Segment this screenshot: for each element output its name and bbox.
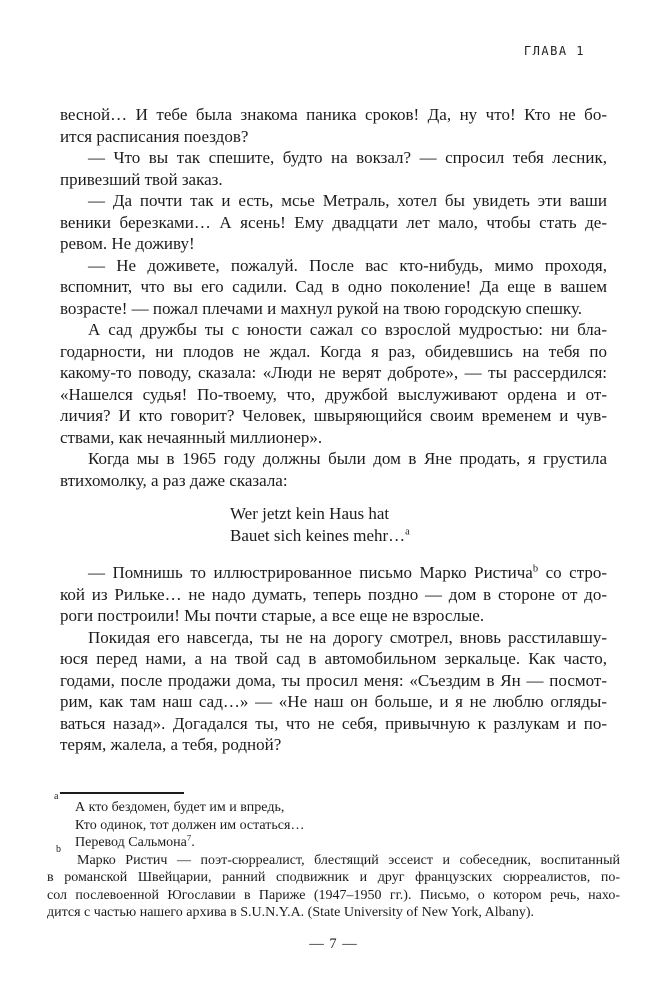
text-line: Wer jetzt kein Haus hat (230, 504, 390, 523)
text-line: годарности, ни плодов не ждал. Когда я раз, обидевшись на тебя по (60, 341, 607, 361)
text-line: юся перед нами, а на твой сад в автомобильном зеркальце. Как часто, (60, 649, 607, 668)
paragraph (60, 319, 607, 448)
page-number: — 7 — (309, 936, 358, 952)
text-line: Когда мы в 1965 году должны были дом в Яне продать, я грустила (88, 449, 607, 468)
footnote-line: сол послевоенной Югославии в Париже (1947–1950 гг.). Письмо, о котором речь, нахо- (47, 887, 620, 903)
text-line: годами, после продажи дома, ты просил меня: «Съездим в Ян — посмот- (60, 670, 607, 690)
footnote-line: в романской Швейцарии, ранний сподвижник и друг французских сюрреалистов, по- (47, 870, 620, 885)
text-line: Покидая его навсегда, ты не на дорогу смотрел, вновь расстилавшу- (88, 627, 607, 647)
text-line: А сад дружбы ты с юности сажал со взрослой мудростью: ни бла- (88, 320, 607, 339)
text-line: кой из Рильке… не надо думать, теперь поздно — дом в стороне от до- (60, 584, 607, 604)
text-line: втихомолку, а раз даже сказала: (60, 470, 288, 490)
paragraph (60, 562, 607, 627)
text-line: личия? И кто говорит? Человек, швыряющийся своим временем и чув- (60, 406, 607, 425)
text-line: какому-то поводу, сказала: «Люди не верят доброте», — ты рассердился: (60, 363, 607, 382)
verse-block (230, 503, 607, 546)
text-line: роги построили! Мы почти старые, а все еще не взрослые. (60, 606, 485, 625)
text-line: — Помнишь то иллюстрированное письмо Марко Ристича$^b$ со стро- (88, 563, 608, 582)
paragraph (60, 255, 607, 320)
footnote-a: a А кто бездомен, будет им и впредь, Кто одинок, тот должен им остаться… Перевод Сальмона$^7$. (47, 799, 620, 852)
text-line: «Нашелся судья! По-твоему, что, дружбой выслуживают ордена и от- (60, 384, 607, 404)
text-line: возрасте! — пожал плечами и махнул рукой на твою городскую спешку. (60, 298, 582, 318)
footnote-line: Марко Ристич — поэт-сюрреалист, блестящий эссеист и собеседник, воспитанный (77, 852, 620, 868)
footnote-divider (60, 792, 184, 794)
text-line: терям, жалела, а тебя, родной? (60, 735, 282, 754)
text-line: весной… И тебе была знакома паника сроков! Да, ну что! Кто не бо- (60, 105, 607, 124)
footnotes (47, 791, 620, 922)
footnote-line: дится с частью нашего архива в S.U.N.Y.A. (State University of New York, Albany). (47, 905, 534, 920)
body-text (60, 104, 607, 756)
text-line: Bauet sich keines mehr…$^a$ (230, 525, 410, 545)
text-line: веники березками… А ясень! Ему двадцати лет мало, чтобы стать де- (60, 212, 607, 232)
footnote-line: Кто одинок, тот должен им остаться… (75, 817, 305, 833)
text-line: — Да почти так и есть, мсье Метраль, хотел бы увидеть эти ваши (88, 191, 607, 210)
paragraph (60, 448, 607, 491)
paragraph (60, 627, 607, 756)
text-line: привезший твой заказ. (60, 169, 223, 189)
text-line: — Что вы так спешите, будто на вокзал? — спросил тебя лесник, (88, 148, 607, 167)
text-line: — Не доживете, пожалуй. После вас кто-нибудь, мимо проходя, (88, 255, 607, 275)
text-line: вспомнит, что вы его садили. Сад в одно поколение! Да еще в вашем (60, 277, 607, 296)
text-line: ствами, как нечаянный миллионер». (60, 427, 323, 447)
text-line: ится расписания поездов? (60, 126, 249, 146)
text-line: ваться назад». Догадался ты, что не себя, привычную к разлукам и по- (60, 713, 607, 733)
paragraph (60, 147, 607, 190)
footnote-line: Перевод Сальмона$^7$. (75, 832, 195, 850)
text-line: рим, как там наш сад…» — «Не наш он больше, и я не люблю огляды- (60, 692, 607, 711)
text-line: ревом. Не доживу! (60, 234, 195, 253)
footnote-line: А кто бездомен, будет им и впредь, (75, 800, 285, 815)
paragraph (60, 190, 607, 255)
paragraph (60, 104, 607, 147)
footnote-b: b Марко Ристич — поэт-сюрреалист, блестящий эссеист и собеседник, воспитанный в романской Швейцарии, ранний сподвижник и друг французских сюрреалистов, по- сол послевоенной Югославии в Париже (1947–1950 гг.). Письмо, о котором речь, нахо- дится с частью нашего архива в S.U.N.Y.A. (State University of New York, Albany). (47, 843, 620, 920)
running-head-chapter: ГЛАВА 1 (523, 44, 585, 58)
